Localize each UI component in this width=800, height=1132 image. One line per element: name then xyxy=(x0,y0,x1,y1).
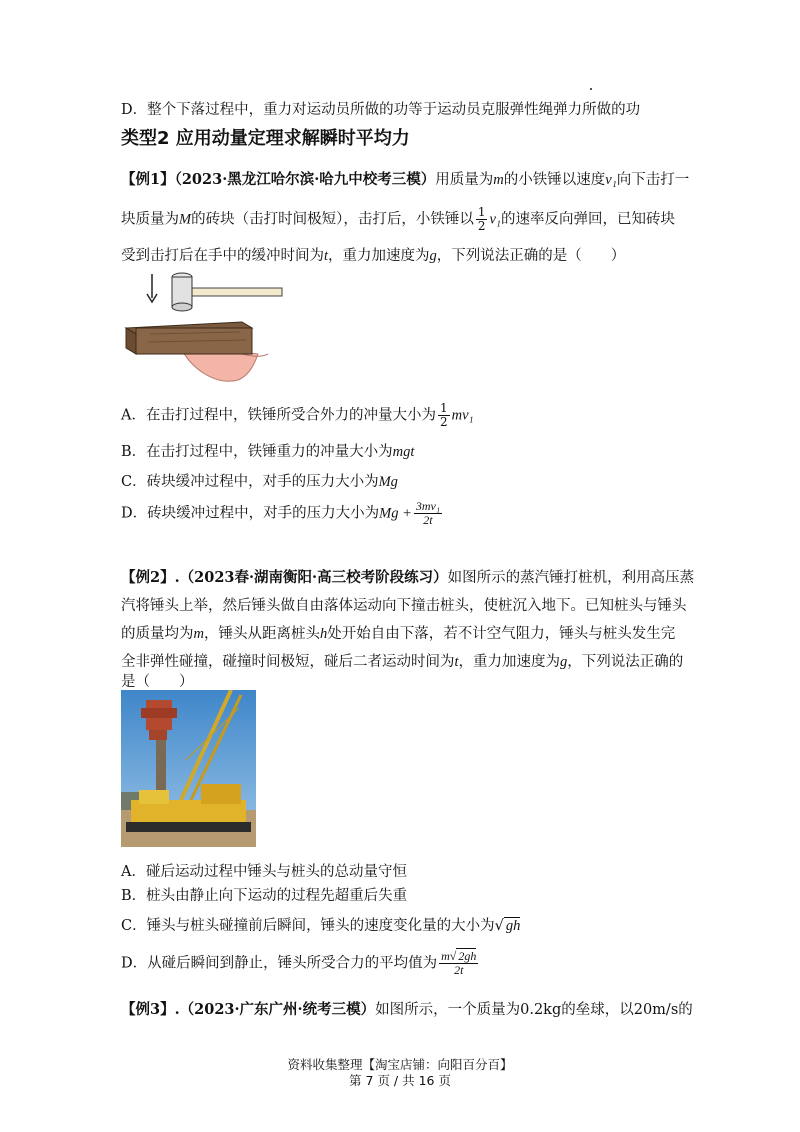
num: 3mv₁ xyxy=(415,499,441,513)
footer-page-number xyxy=(0,1071,800,1089)
example2-option-a: A．碰后运动过程中锤头与桩头的总动量守恒 xyxy=(121,864,407,880)
example1-line2 xyxy=(121,206,675,233)
example2-option-b: B．桩头由静止向下运动的过程先超重后失重 xyxy=(121,888,408,904)
sqrt-gh: gh xyxy=(505,918,521,934)
text: 块质量为 xyxy=(121,211,179,228)
text: 全非弹性碰撞，碰撞时间极短，碰后二者运动时间为 xyxy=(121,654,455,670)
text: ，下列说法正确的 xyxy=(567,654,684,670)
var-g: g xyxy=(429,248,437,264)
text: 的速率反向弹回，已知砖块 xyxy=(500,211,675,228)
example1-line3 xyxy=(121,244,625,265)
example1-source: （2023·黑龙江哈尔滨·哈九中校考三模） xyxy=(174,171,436,188)
text: 页 xyxy=(438,1073,451,1088)
var-m: m xyxy=(493,172,504,188)
var-M: M xyxy=(179,211,192,228)
corner-mark xyxy=(590,88,592,90)
example2-line3 xyxy=(121,622,675,643)
var-v1: v₁ xyxy=(489,211,501,228)
text: 向下击打一 xyxy=(616,172,690,188)
example2-line4 xyxy=(121,650,683,671)
text: 如图所示，一个质量为0.2kg的垒球，以20m/s的 xyxy=(375,1002,693,1018)
fraction-m-sqrt2gh-2t: $\frac{m√ 2gh}{2t}$ xyxy=(441,949,477,977)
text: 的质量均为 xyxy=(121,626,194,642)
example1-option-b xyxy=(121,440,414,461)
example1-line1 xyxy=(121,168,689,189)
text: 如图所示的蒸汽锤打桩机，利用高压蒸 xyxy=(447,570,695,586)
text: 处开始自由下落，若不计空气阻力，锤头与桩头发生完 xyxy=(327,626,676,642)
text: C．锤头与桩头碰撞前后瞬间，锤头的速度变化量的大小为 xyxy=(121,918,495,934)
fraction-half xyxy=(476,206,488,233)
text: 用质量为 xyxy=(435,172,494,188)
text: 第 xyxy=(349,1073,362,1088)
example3-source: （2023·广东广州·统考三模） xyxy=(179,1001,376,1018)
var-t: t xyxy=(324,248,329,264)
dot: . xyxy=(174,569,180,586)
example2-line1 xyxy=(121,566,694,587)
num-m: m xyxy=(441,949,450,963)
den: 2 xyxy=(477,219,486,233)
text: C．砖块缓冲过程中，对手的压力大小为 xyxy=(121,474,379,490)
hammer-brick-figure xyxy=(120,268,290,390)
num: 1 xyxy=(477,205,486,219)
section-heading: 类型2 应用动量定理求解瞬时平均力 xyxy=(121,128,410,149)
example2-option-c: C．锤头与桩头碰撞前后瞬间，锤头的速度变化量的大小为√ gh xyxy=(121,918,521,934)
var-v1: v₁ xyxy=(605,172,617,188)
text: D．从碰后瞬间到静止，锤头所受合力的平均值为 xyxy=(121,955,438,972)
text: ，锤头从距离桩头 xyxy=(203,626,320,642)
den: 2t xyxy=(423,513,433,527)
text: ，重力加速度为 xyxy=(458,654,561,670)
text: 页 / 共 xyxy=(377,1073,415,1088)
text: ，重力加速度为 xyxy=(328,248,430,264)
example2-line2: 汽将锤头上举，然后锤头做自由落体运动向下撞击桩头，使桩沉入地下。已知桩头与锤头 xyxy=(121,598,687,614)
page-total: 16 xyxy=(418,1073,435,1088)
dot: . xyxy=(174,1001,180,1018)
example2-option-d xyxy=(121,950,480,977)
example1-option-c xyxy=(121,470,398,491)
pile-driver-photo xyxy=(121,690,256,847)
example1-tag: 【例1】 xyxy=(121,171,175,188)
var-m: m xyxy=(193,626,204,642)
example2-source: （2023春·湖南衡阳·高三校考阶段练习） xyxy=(179,569,448,586)
expr: Mg xyxy=(378,474,398,490)
den: 2t xyxy=(454,963,464,977)
num: 1 xyxy=(439,401,448,415)
example1-option-d xyxy=(121,500,444,527)
expr: mv₁ xyxy=(451,407,474,424)
sqrt-2gh: 2gh xyxy=(458,949,477,963)
text: B．在击打过程中，铁锤重力的冲量大小为 xyxy=(121,444,393,460)
previous-option-d: D．整个下落过程中，重力对运动员所做的功等于运动员克服弹性绳弹力所做的功 xyxy=(121,102,641,118)
var-h: h xyxy=(319,626,328,642)
example3-tag: 【例3】 xyxy=(121,1001,175,1018)
var-g: g xyxy=(560,654,568,670)
expr: Mg + xyxy=(379,505,412,522)
text: 的砖块（击打时间极短），击打后，小铁锤以 xyxy=(191,211,474,228)
text: A．在击打过程中，铁锤所受合外力的冲量大小为 xyxy=(121,407,436,424)
text: 的小铁锤以速度 xyxy=(503,172,606,188)
expr: mgt xyxy=(392,444,415,460)
page-num: 7 xyxy=(365,1073,374,1088)
var-t: t xyxy=(454,654,459,670)
text: D．砖块缓冲过程中，对手的压力大小为 xyxy=(121,505,380,522)
text: ，下列说法正确的是（ ） xyxy=(436,248,626,264)
fraction-3mv1-2t xyxy=(414,500,442,527)
example2-line5: 是（ ） xyxy=(121,674,194,690)
example1-option-a xyxy=(121,402,474,429)
fraction-half xyxy=(438,402,450,429)
den: 2 xyxy=(439,415,448,429)
text: 受到击打后在手中的缓冲时间为 xyxy=(121,248,324,264)
example2-tag: 【例2】 xyxy=(121,569,175,586)
example3-line1 xyxy=(121,998,693,1019)
footer-source: 资料收集整理【淘宝店铺：向阳百分百】 xyxy=(287,1057,513,1072)
